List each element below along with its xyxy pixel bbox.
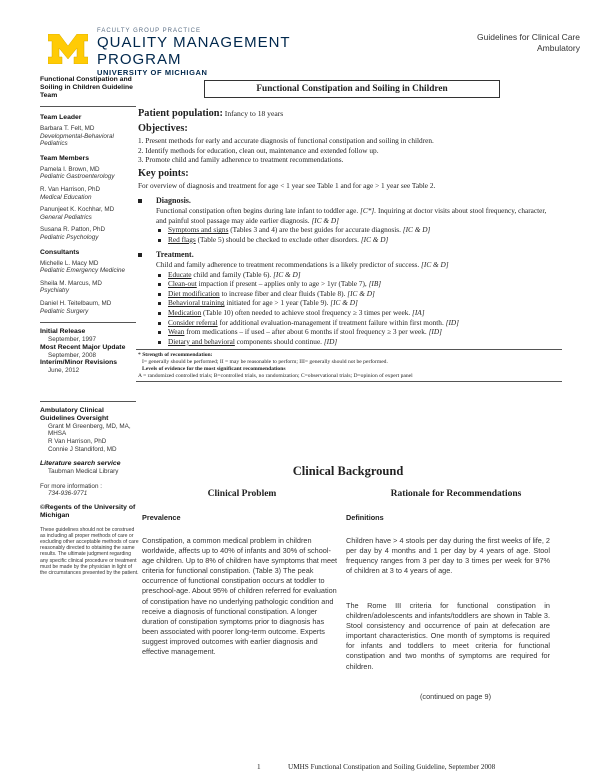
strength-text: I= generally should be performed; II = may be reasonable to perform; III= generally should not be performed. [142, 359, 388, 366]
interim-date: June, 2012 [48, 367, 80, 375]
team-members-label: Team Members [40, 154, 89, 162]
logo-line-2: QUALITY MANAGEMENT PROGRAM [97, 34, 291, 68]
header-guideline-label: Guidelines for Clinical Care [477, 32, 580, 42]
diagnosis-text [138, 206, 558, 225]
table-link[interactable]: Consider referral [168, 317, 218, 327]
treatment-item [156, 308, 558, 318]
person-name: R. Van Harrison, PhD [40, 185, 101, 193]
sidebar-divider [40, 401, 136, 402]
treatment-item [156, 289, 558, 299]
key-points-bottom-divider [136, 381, 562, 382]
oversight-label: Ambulatory Clinical Guidelines Oversight [40, 406, 109, 422]
diagnosis-sentence-2: Inquiring at doctor visits about stool frequency, character, and painful stool passage may aide earlier diagnosis. [156, 205, 547, 225]
diagnosis-heading-text: Diagnosis. [156, 196, 191, 206]
treatment-heading-text: Treatment. [156, 250, 194, 260]
table-link[interactable]: Behavioral training [168, 298, 225, 308]
definitions-subheading: Definitions [346, 513, 384, 522]
team-member-entry [40, 226, 140, 241]
population-value: Infancy to 18 years [224, 109, 284, 118]
evidence-ref: [IA] [412, 307, 425, 317]
key-points-label: Key points: [138, 167, 189, 179]
person-name: Pamela I. Brown, MD [40, 165, 100, 173]
logo-line-1: FACULTY GROUP PRACTICE [97, 28, 202, 34]
person-role: General Pediatrics [40, 213, 92, 221]
team-member-entry [40, 166, 140, 181]
regents-copyright: ©Regents of the University of Michigan [40, 504, 136, 520]
person-role: Pediatric Emergency Medicine [40, 267, 126, 275]
sidebar-divider [40, 106, 136, 107]
oversight-member: Grant M Greenberg, MD, MA, MHSA [48, 422, 131, 438]
table-link[interactable]: Wean [168, 327, 185, 337]
person-role: Psychiatry [40, 287, 70, 295]
treatment-item [156, 270, 558, 280]
strength-label: * Strength of recommendation: [138, 352, 213, 359]
evidence-ref: [ID] [323, 336, 338, 346]
initial-release-label: Initial Release [40, 328, 86, 336]
table-link[interactable]: Symptoms and signs [168, 225, 229, 235]
person-role: Pediatric Gastroenterology [40, 173, 115, 181]
item-text: from medications – if used – after about 6 months if stool frequency ≥ 3 per week. [184, 327, 427, 337]
person-name: Panunjeet K. Kochhar, MD [40, 206, 115, 214]
sidebar-divider [40, 322, 136, 323]
treatment-item [156, 279, 558, 289]
treatment-heading [138, 250, 558, 260]
info-label: For more information : [40, 482, 102, 490]
person-name: Barbara T. Felt, MD [40, 125, 95, 132]
diagnosis-item [156, 225, 558, 235]
evidence-ref: [IC & D] [402, 225, 431, 235]
person-role: Developmental-Behavioral Pediatrics [40, 132, 114, 148]
lit-search-label: Literature search service [40, 460, 121, 468]
strength-divider [136, 349, 562, 350]
team-title: Functional Constipation and Soiling in Children Guideline Team [40, 76, 133, 99]
diagnosis-item [156, 235, 558, 245]
person-name: Susana R. Patton, PhD [40, 226, 106, 234]
initial-release-date: September, 1997 [48, 336, 96, 344]
evidence-ref: [IC & D] [311, 215, 340, 225]
consultant-entry [40, 280, 140, 295]
logo-line-3: UNIVERSITY OF MICHIGAN [97, 68, 208, 77]
team-leader-entry [40, 125, 140, 148]
evidence-ref: [ID] [428, 327, 442, 337]
university-block-m-logo [48, 34, 88, 64]
item-text: child and family (Table 6). [191, 269, 272, 279]
item-text: (Table 5) should be checked to exclude other disorders. [195, 234, 359, 244]
evidence-label: Levels of evidence for the most significant recommendations [142, 366, 286, 373]
evidence-ref: [IC & D] [360, 234, 389, 244]
treatment-item [156, 318, 558, 328]
table-link[interactable]: Diet modification [168, 288, 220, 298]
consultant-entry [40, 300, 140, 315]
treatment-item [156, 298, 558, 308]
evidence-ref: [IC & D] [347, 288, 375, 298]
person-name: Daniel H. Teitelbaum, MD [40, 299, 112, 307]
evidence-text: A = randomized controlled trials; B=controlled trials, no randomization; C=observational trials; D=opinion of expert panel [138, 373, 413, 380]
person-name: Michelle L. Macy MD [40, 259, 99, 267]
recent-update-date: September, 2008 [48, 351, 96, 359]
treatment-sentence: Child and family adherence to treatment recommendations is a likely predictor of success. [156, 259, 420, 269]
evidence-ref: [C*]. [360, 205, 377, 215]
objective-item: 1. Present methods for early and accurate diagnosis of functional constipation and soiling in children. [138, 136, 434, 145]
item-text: initiated for age > 1 year (Table 9). [224, 298, 329, 308]
consultants-label: Consultants [40, 248, 80, 256]
oversight-member: R Van Harrison, PhD [48, 438, 107, 446]
treatment-item [156, 337, 558, 347]
definitions-text-1: Children have > 4 stools per day during the first weeks of life, 2 per day by 4 months and 1 per day by 4 years of age. Stool frequency ranges from 3 per day to 3 times per week for 97% of children at 3 to 4 years of age. [346, 536, 550, 576]
team-member-entry [40, 186, 140, 201]
diagnosis-sentence: Functional constipation often begins during late infant to toddler age. [156, 205, 359, 215]
patient-population-row [138, 108, 558, 120]
table-link[interactable]: Educate [168, 269, 192, 279]
evidence-ref: [IC & D] [273, 269, 301, 279]
oversight-member: Connie J Standiford, MD [48, 445, 117, 453]
team-leader-label: Team Leader [40, 114, 82, 121]
person-role: Pediatric Psychology [40, 233, 99, 241]
prevalence-text: Constipation, a common medical problem in children worldwide, affects up to 40% of infants and 30% of school-age children. Up to 8% of children have symptoms that meet criteria for functional constipation. (Table 3) The peak occurrence of functional constipation occurs at toddler to preschool-age. About 95% of children referred for evaluation of constipation have no underlying pathologic condition and receive a diagnosis of functional constipation. A longer duration of constipation symptoms prior to diagnosis has been associated with poorer long-term outcome. Experts suggest improved outcomes with earlier diagnosis and effective management. [142, 536, 338, 657]
objective-item: 2. Identify methods for education, clean out, maintenance and extended follow up. [138, 145, 379, 155]
table-link[interactable]: Dietary and behavioral [168, 336, 235, 346]
treatment-item [156, 327, 558, 337]
treatment-text [138, 260, 558, 270]
page-number: 1 [257, 763, 261, 771]
team-member-entry [40, 206, 140, 221]
table-link[interactable]: Red flags [168, 234, 196, 244]
item-text: components should continue. [234, 336, 323, 346]
table-link[interactable]: Medication [168, 307, 202, 317]
evidence-ref: [IC & D] [330, 298, 358, 308]
header-ambulatory-label: Ambulatory [537, 43, 580, 53]
person-role: Pediatric Surgery [40, 307, 89, 315]
item-text: (Tables 3 and 4) are the best guides for accurate diagnosis. [228, 225, 401, 235]
item-text: impaction if present – applies only to age > 1yr (Table 7), [196, 279, 367, 289]
rationale-heading: Rationale for Recommendations [390, 489, 522, 499]
recent-update-label: Most Recent Major Update [40, 343, 126, 351]
lit-search-value: Taubman Medical Library [48, 468, 119, 476]
person-name: Sheila M. Marcus, MD [40, 279, 102, 287]
sidebar [40, 76, 140, 576]
clinical-background-title: Clinical Background [292, 464, 404, 478]
consultant-entry [40, 260, 140, 275]
definitions-text-2: The Rome III criteria for functional constipation in children/adolescents and infants/toddlers are shown in Table 3. Stool consistency and occurrence of pain at defecation are important characteristics. One month of symptoms is required for infants and toddlers to meet criteria for functional constipation and two months of symptoms are required for children. [346, 601, 550, 671]
header-right [477, 32, 580, 54]
footer-text: UMHS Functional Constipation and Soiling Guideline, September 2008 [288, 763, 496, 771]
item-text: for additional evaluation-management if treatment failure within first month. [217, 317, 444, 327]
summary-section [138, 108, 558, 382]
disclaimer: These guidelines should not be construed as including all proper methods of care or excluding other acceptable methods of care reasonably directed to obtaining the same results. The ultimate judgment regarding any specific clinical procedure or treatment must be made by the physician in light of the circumstances presented by the patient. [40, 527, 139, 576]
objective-item: 3. Promote child and family adherence to treatment recommendations. [138, 155, 344, 165]
objectives-label: Objectives: [138, 123, 188, 134]
continued-note: (continued on page 9) [420, 692, 491, 701]
evidence-ref: [IB] [368, 279, 382, 289]
info-phone: 734-936-9771 [48, 490, 88, 498]
prevalence-subheading: Prevalence [142, 513, 181, 522]
program-logo-text [97, 28, 337, 77]
item-text: (Table 10) often needed to achieve stool frequency ≥ 3 times per week. [201, 307, 411, 317]
interim-label: Interim/Minor Revisions [40, 359, 118, 367]
evidence-ref: [ID] [445, 317, 459, 327]
evidence-ref: [IC & D] [421, 259, 449, 269]
diagnosis-heading [138, 196, 558, 206]
key-points-intro: For overview of diagnosis and treatment for age < 1 year see Table 1 and for age > 1 year see Table 2. [138, 180, 436, 190]
population-label: Patient population: [138, 108, 223, 119]
item-text: to increase fiber and clear fluids (Table 8). [219, 288, 346, 298]
guideline-title: Functional Constipation and Soiling in Children [204, 80, 500, 98]
clinical-problem-heading: Clinical Problem [207, 489, 277, 499]
person-role: Medical Education [40, 193, 92, 201]
table-link[interactable]: Clean-out [168, 279, 197, 289]
